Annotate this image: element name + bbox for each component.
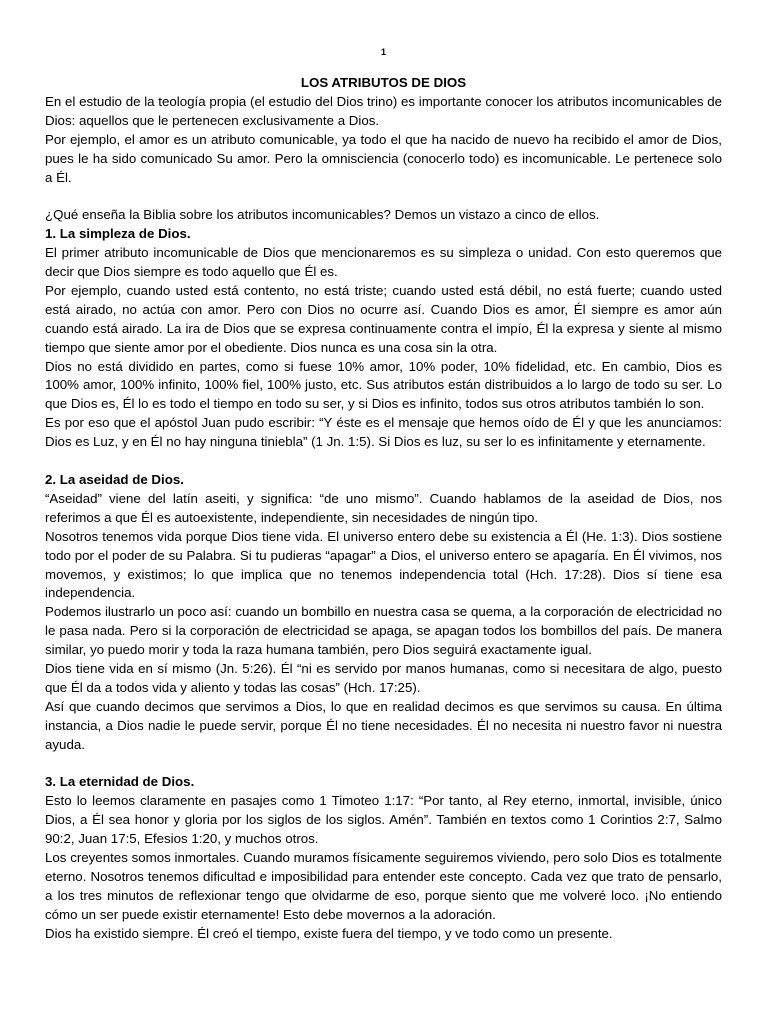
spacer [45,187,722,206]
section-2-paragraph-5: Así que cuando decimos que servimos a Dios, lo que en realidad decimos es que servimos su causa. En última instancia, a Dios nadie le puede servir, porque Él no tiene necesidades. Él no necesita ni nuestro favor ni nuestra ayuda. [45,698,722,752]
intro-paragraph-1: En el estudio de la teología propia (el estudio del Dios trino) es importante conocer los atributos incomunicables de Dios: aquellos que le pertenecen exclusivamente a Dios. [45,93,722,128]
section-3-paragraph-1: Esto lo leemos claramente en pasajes como 1 Timoteo 1:17: “Por tanto, al Rey eterno, inmortal, invisible, único Dios, a Él sea honor y gloria por los siglos de los siglos. Amén”. También en textos como 1 Corintios 2:7, Salmo 90:2, Juan 17:5, Efesios 1:20, y muchos otros. [45,793,722,847]
section-2-paragraph-4: Dios tiene vida en sí mismo (Jn. 5:26). Él “ni es servido por manos humanas, como si necesitara de algo, puesto que Él da a todos vida y aliento y todas las cosas” (Hch. 17:25). [45,661,722,695]
intro-paragraph-2: Por ejemplo, el amor es un atributo comunicable, ya todo el que ha nacido de nuevo ha recibido el amor de Dios, pues le ha sido comunicado Su amor. Pero la omnisciencia (conocerlo todo) es incomunicable. Le pertenece solo a Él. [45,131,722,185]
section-1-paragraph-1: El primer atributo incomunicable de Dios que mencionaremos es su simpleza o unidad. Con esto queremos que decir que Dios siempre es todo aquello que Él es. [45,245,722,280]
section-heading-aseidad: 2. La aseidad de Dios. [45,472,184,487]
section-1-paragraph-3: Dios no está dividido en partes, como si fuese 10% amor, 10% poder, 10% fidelidad, etc. En cambio, Dios es 100% amor, 100% infinito, 100% fiel, 100% justo, etc. Sus atributos están distribuidos a lo largo de todo su ser. Lo que Dios es, Él lo es todo el tiempo en todo su ser, y si Dios es infinito, todos sus otros atributos también lo son. [45,358,722,412]
document-title: LOS ATRIBUTOS DE DIOS [300,75,467,90]
section-2-paragraph-1: “Aseidad” viene del latín aseiti, y significa: “de uno mismo”. Cuando hablamos de la aseidad de Dios, nos referimos a que Él es autoexistente, independiente, sin necesidades de ningún tipo. [45,490,722,525]
section-1-paragraph-2: Por ejemplo, cuando usted está contento, no está triste; cuando usted está débil, no está fuerte; cuando usted está airado, no actúa con amor. Pero con Dios no ocurre así. Cuando Dios es amor, Él siempre es amor aún cuando está airado. La ira de Dios que se expresa continuamente contra el impío, Él la expresa y siente al mismo tiempo que siente amor por el obediente. Dios nunca es una cosa sin la otra. [45,282,722,355]
section-heading-eternidad: 3. La eternidad de Dios. [45,774,195,790]
page-number: 1 [380,47,386,57]
section-2-paragraph-3: Podemos ilustrarlo un poco así: cuando un bombillo en nuestra casa se quema, a la corporación de electricidad no le pasa nada. Pero si la corporación de electricidad se apaga, se apagan todos los bombillos del país. De manera similar, yo puedo morir y toda la raza humana también, pero Dios seguirá exactamente igual. [45,604,722,658]
section-2-paragraph-2: Nosotros tenemos vida porque Dios tiene vida. El universo entero debe su existencia a Él (He. 1:3). Dios sostiene todo por el poder de su Palabra. Si tu pudieras “apagar” a Dios, el universo entero se apagaría. En Él vivimos, nos movemos, y existimos; lo que implica que no tenemos independencia total (Hch. 17:28). Dios sí tiene esa independencia. [45,528,722,601]
question-paragraph: ¿Qué enseña la Biblia sobre los atributos incomunicables? Demos un vistazo a cinco de ellos. [45,207,600,223]
document-page [45,40,722,944]
spacer [45,452,722,471]
section-heading-simpleza: 1. La simpleza de Dios. [45,226,191,242]
section-1-paragraph-4: Es por eso que el apóstol Juan pudo escribir: “Y éste es el mensaje que hemos oído de Él y que les anunciamos: Dios es Luz, y en Él no hay ninguna tiniebla” (1 Jn. 1:5). Si Dios es luz, su ser lo es infinitamente y eternamente. [45,415,722,450]
section-3-paragraph-2: Los creyentes somos inmortales. Cuando muramos físicamente seguiremos viviendo, pero solo Dios es totalmente eterno. Nosotros tenemos dificultad e imposibilidad para entender este concepto. Cada vez que trato de pensarlo, a los tres minutos de reflexionar tengo que olvidarme de eso, porque siento que me volveré loco. ¡No entiendo cómo un ser puede existir eternamente! Esto debe movernos a la adoración. [45,850,722,922]
spacer [45,755,722,774]
section-3-paragraph-3: Dios ha existido siempre. Él creó el tiempo, existe fuera del tiempo, y ve todo como un presente. [45,925,613,941]
